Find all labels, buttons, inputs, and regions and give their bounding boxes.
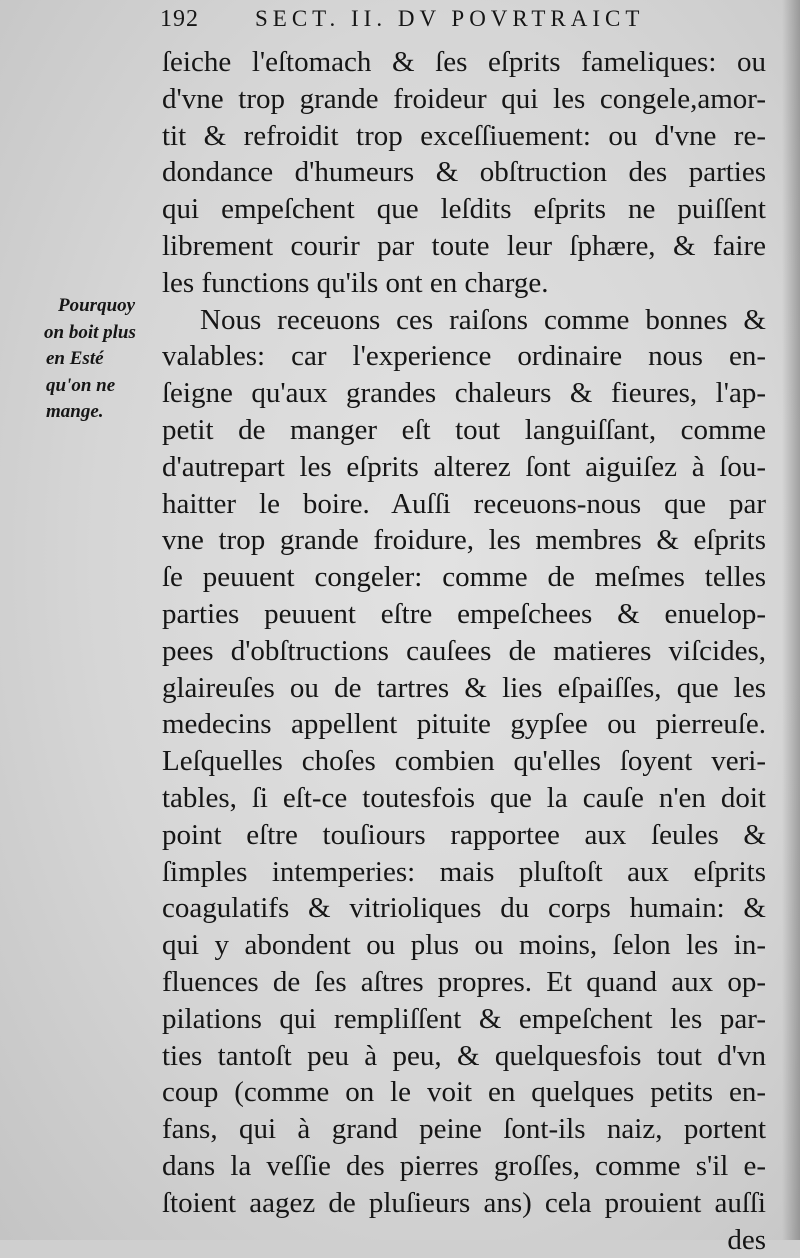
- text-line: qui y abondent ou plus ou moins, ſelon les in-: [162, 927, 766, 964]
- body-text: [162, 44, 766, 1258]
- text-line: les functions qu'ils ont en charge.: [162, 265, 766, 302]
- text-line: ſe peuuent congeler: comme de meſmes telles: [162, 559, 766, 596]
- gutter-shadow: [782, 0, 800, 1240]
- text-line: Leſquelles choſes combien qu'elles ſoyent veri-: [162, 743, 766, 780]
- text-line: pilations qui rempliſſent & empeſchent les par-: [162, 1001, 766, 1038]
- text-line: librement courir par toute leur ſphære, & faire: [162, 228, 766, 265]
- text-line: parties peuuent eſtre empeſchees & enuelop-: [162, 596, 766, 633]
- text-line: ſimples intemperies: mais pluſtoſt aux eſprits: [162, 854, 766, 891]
- text-line: Nous receuons ces raiſons comme bonnes &: [162, 302, 766, 339]
- text-line: fluences de ſes aſtres propres. Et quand aux op-: [162, 964, 766, 1001]
- marginal-note-line: Pourquoy: [44, 293, 160, 320]
- text-line: haitter le boire. Auſſi receuons-nous que par: [162, 486, 766, 523]
- marginal-note: [44, 293, 160, 426]
- text-line: ſeiche l'eſtomach & ſes eſprits fameliques: ou: [162, 44, 766, 81]
- text-line: medecins appellent pituite gypſee ou pierreuſe.: [162, 706, 766, 743]
- text-line: coup (comme on le voit en quelques petits en-: [162, 1074, 766, 1111]
- page-number: 192: [160, 6, 199, 33]
- text-line: ties tantoſt peu à peu, & quelquesfois tout d'vn: [162, 1038, 766, 1075]
- text-line: vne trop grande froidure, les membres & eſprits: [162, 522, 766, 559]
- text-line: petit de manger eſt tout languiſſant, comme: [162, 412, 766, 449]
- text-line: point eſtre touſiours rapportee aux ſeules &: [162, 817, 766, 854]
- marginal-note-line: mange.: [44, 399, 160, 426]
- text-line: valables: car l'experience ordinaire nous en-: [162, 338, 766, 375]
- text-line: dans la veſſie des pierres groſſes, comme s'il e-: [162, 1148, 766, 1185]
- marginal-note-line: qu'on ne: [44, 373, 160, 400]
- text-line: d'vne trop grande froideur qui les congele,amor-: [162, 81, 766, 118]
- text-line: ſtoient aagez de pluſieurs ans) cela prouient auſſi: [162, 1185, 766, 1222]
- text-line: coagulatifs & vitrioliques du corps humain: &: [162, 890, 766, 927]
- text-line: ſeigne qu'aux grandes chaleurs & fieures, l'ap-: [162, 375, 766, 412]
- running-head: SECT. II. DV POVRTRAICT: [255, 6, 644, 32]
- page-header: [160, 6, 780, 40]
- text-line: fans, qui à grand peine ſont-ils naiz, portent: [162, 1111, 766, 1148]
- text-line: qui empeſchent que leſdits eſprits ne puiſſent: [162, 191, 766, 228]
- text-line: glaireuſes ou de tartres & lies eſpaiſſes, que les: [162, 670, 766, 707]
- text-line: pees d'obſtructions cauſees de matieres viſcides,: [162, 633, 766, 670]
- text-line: tit & refroidit trop exceſſiuement: ou d'vne re-: [162, 118, 766, 155]
- marginal-note-line: en Esté: [44, 346, 160, 373]
- text-line: dondance d'humeurs & obſtruction des parties: [162, 154, 766, 191]
- catchword: des: [162, 1222, 766, 1258]
- text-line: tables, ſi eſt-ce toutesfois que la cauſe n'en doit: [162, 780, 766, 817]
- text-line: d'autrepart les eſprits alterez ſont aiguiſez à ſou-: [162, 449, 766, 486]
- marginal-note-line: on boit plus: [44, 320, 160, 347]
